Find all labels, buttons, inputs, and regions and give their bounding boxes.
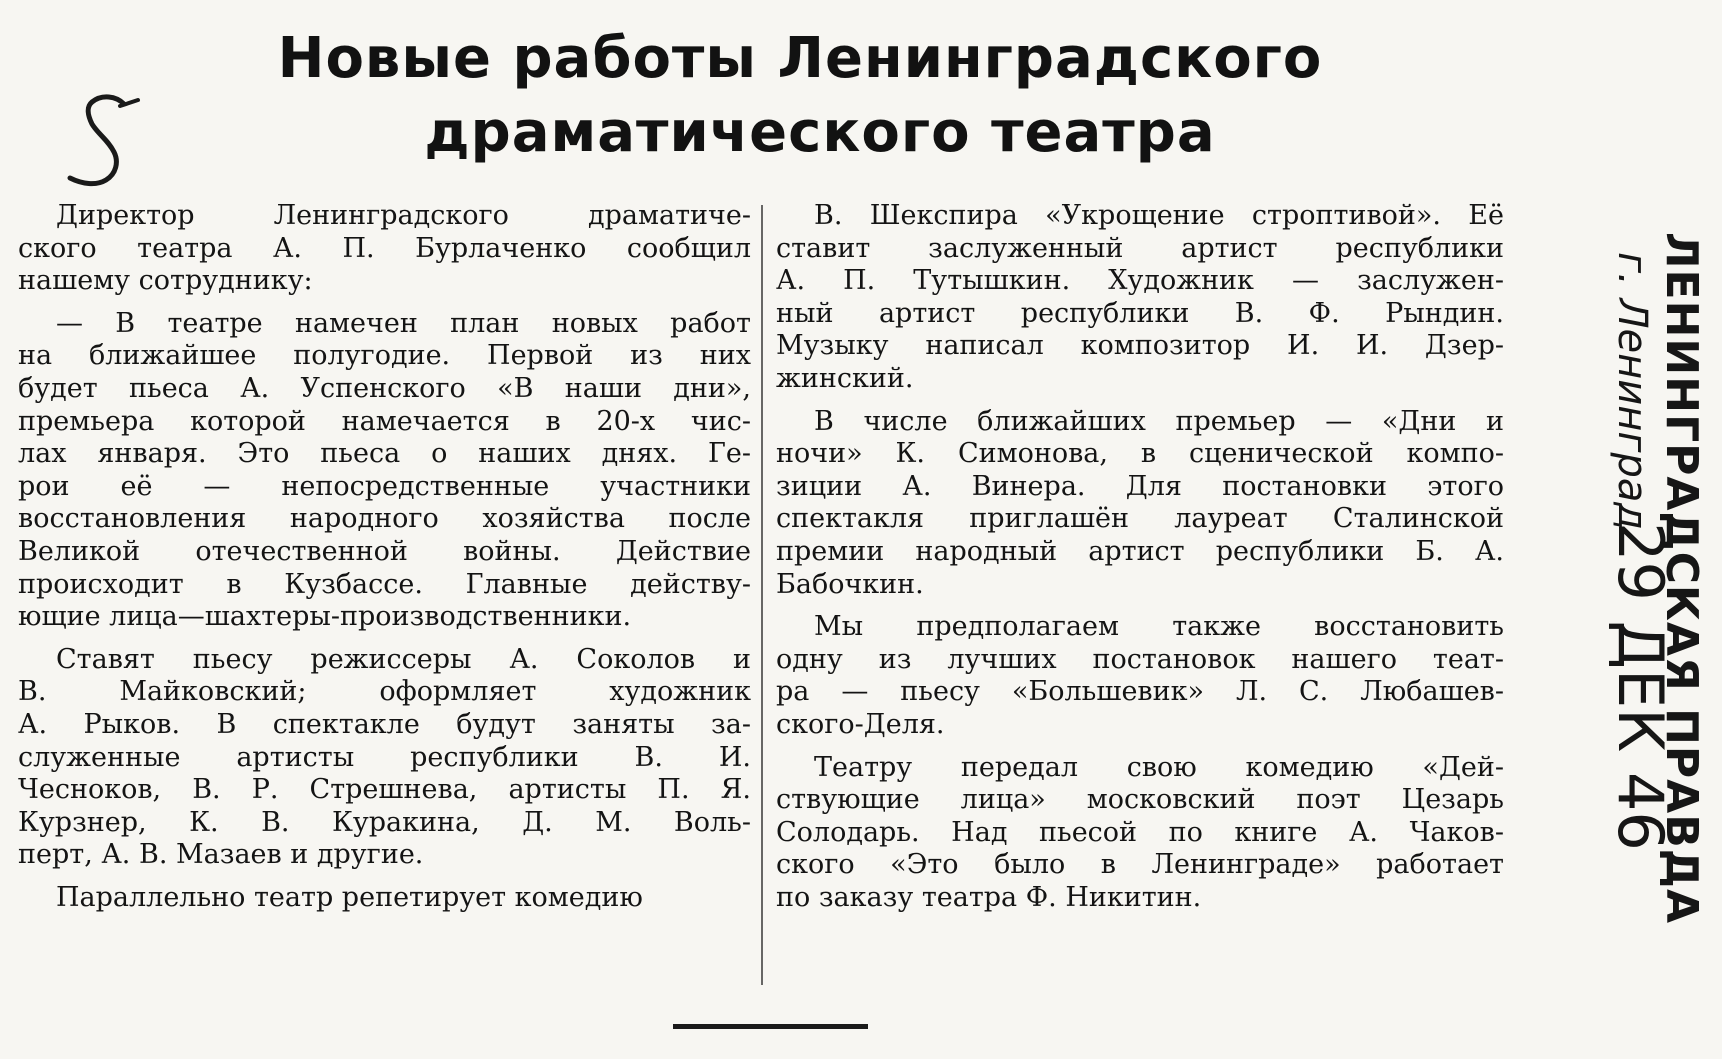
headline-line-2: драматического театра [424, 100, 1216, 165]
right_column-paragraph [776, 200, 1504, 396]
text-line: ставит заслуженный артист республики [776, 232, 1504, 264]
handwritten-page-number [62, 88, 152, 198]
text-line: на ближайшее полугодие. Первой из них [18, 340, 751, 372]
text-line: по заказу театра Ф. Никитин. [776, 881, 1202, 913]
text-line: Чесноков, В. Р. Стрешнева, артисты П. Я. [18, 774, 751, 806]
text-line: Директор Ленинградского драматиче- [56, 200, 751, 231]
article-column-left [18, 200, 751, 924]
right_column-paragraph [776, 752, 1504, 915]
text-line: Курзнер, К. В. Куракина, Д. М. Воль- [18, 806, 751, 838]
text-line: В. Майковский; оформляет художник [18, 676, 751, 708]
text-line: Музыку написал композитор И. И. Дзер- [776, 330, 1504, 362]
text-line: служенные артисты республики В. И. [18, 741, 751, 773]
text-line: нашему сотруднику: [18, 265, 313, 297]
stamp-date: 29 ДЕК 46 [1604, 522, 1677, 851]
text-line: ского «Это было в Ленинграде» работает [776, 849, 1504, 881]
stamp-newspaper-name: ЛЕНИНГРАДСКАЯ ПРАВДА [1656, 232, 1707, 925]
text-line: премьера которой намечается в 20-х чис- [18, 405, 751, 437]
text-line: Великой отечественной войны. Действие [18, 535, 751, 567]
text-line: рои её — непосредственные участники [18, 470, 751, 502]
right_column-paragraph [776, 611, 1504, 741]
text-line: зиции А. Винера. Для постановки этого [776, 470, 1504, 502]
text-line: В числе ближайших премьер — «Дни и [814, 405, 1504, 437]
left_column-paragraph [18, 882, 751, 915]
article-column-right [776, 200, 1504, 924]
right_column-paragraph [776, 406, 1504, 602]
archive-date-stamp [1555, 232, 1715, 1012]
text-line: Параллельно театр репетирует комедию [56, 881, 643, 913]
headline-line-1: Новые работы Ленинградского [277, 26, 1323, 91]
text-line: ный артист республики В. Ф. Рындин. [776, 297, 1504, 329]
column-divider [761, 205, 763, 985]
text-line: — В театре намечен план новых работ [56, 307, 751, 339]
text-line: происходит в Кузбассе. Главные действу- [18, 568, 751, 600]
text-line: А. Рыков. В спектакле будут заняты за- [18, 708, 751, 740]
text-line: одну из лучших постановок нашего теат- [776, 643, 1504, 675]
text-line: ющие лица—шахтеры-производственники. [18, 601, 632, 633]
left_column-paragraph [18, 200, 751, 298]
text-line: Ставят пьесу режиссеры А. Соколов и [56, 643, 751, 675]
text-line: Театру передал свою комедию «Дей- [814, 751, 1504, 783]
text-line: ра — пьесу «Большевик» Л. С. Любашев- [776, 676, 1504, 708]
text-line: ского театра А. П. Бурлаченко сообщил [18, 232, 751, 264]
left_column-paragraph [18, 308, 751, 634]
text-line: ночи» К. Симонова, в сценической компо- [776, 438, 1504, 470]
left_column-paragraph [18, 644, 751, 872]
text-line: Мы предполагаем также восстановить [814, 611, 1504, 643]
article-headline [210, 22, 1390, 170]
text-line: перт, А. В. Мазаев и другие. [18, 839, 424, 871]
text-line: А. П. Тутышкин. Художник — заслужен- [776, 265, 1504, 297]
text-line: премии народный артист республики Б. А. [776, 535, 1504, 567]
text-line: В. Шекспира «Укрощение строптивой». Её [814, 200, 1504, 231]
text-line: ствующие лица» московский поэт Цезарь [776, 784, 1504, 816]
end-of-article-rule [673, 1024, 868, 1029]
text-line: Солодарь. Над пьесой по книге А. Чаков- [776, 816, 1504, 848]
text-line: будет пьеса А. Успенского «В наши дни», [18, 372, 751, 404]
text-line: Бабочкин. [776, 568, 924, 600]
stamp-city: г. Ленинград [1609, 252, 1655, 531]
text-line: ского-Деля. [776, 708, 945, 740]
text-line: жинский. [776, 362, 914, 394]
text-line: лах января. Это пьеса о наших днях. Ге- [18, 438, 751, 470]
text-line: восстановления народного хозяйства после [18, 503, 751, 535]
text-line: спектакля приглашён лауреат Сталинской [776, 503, 1504, 535]
